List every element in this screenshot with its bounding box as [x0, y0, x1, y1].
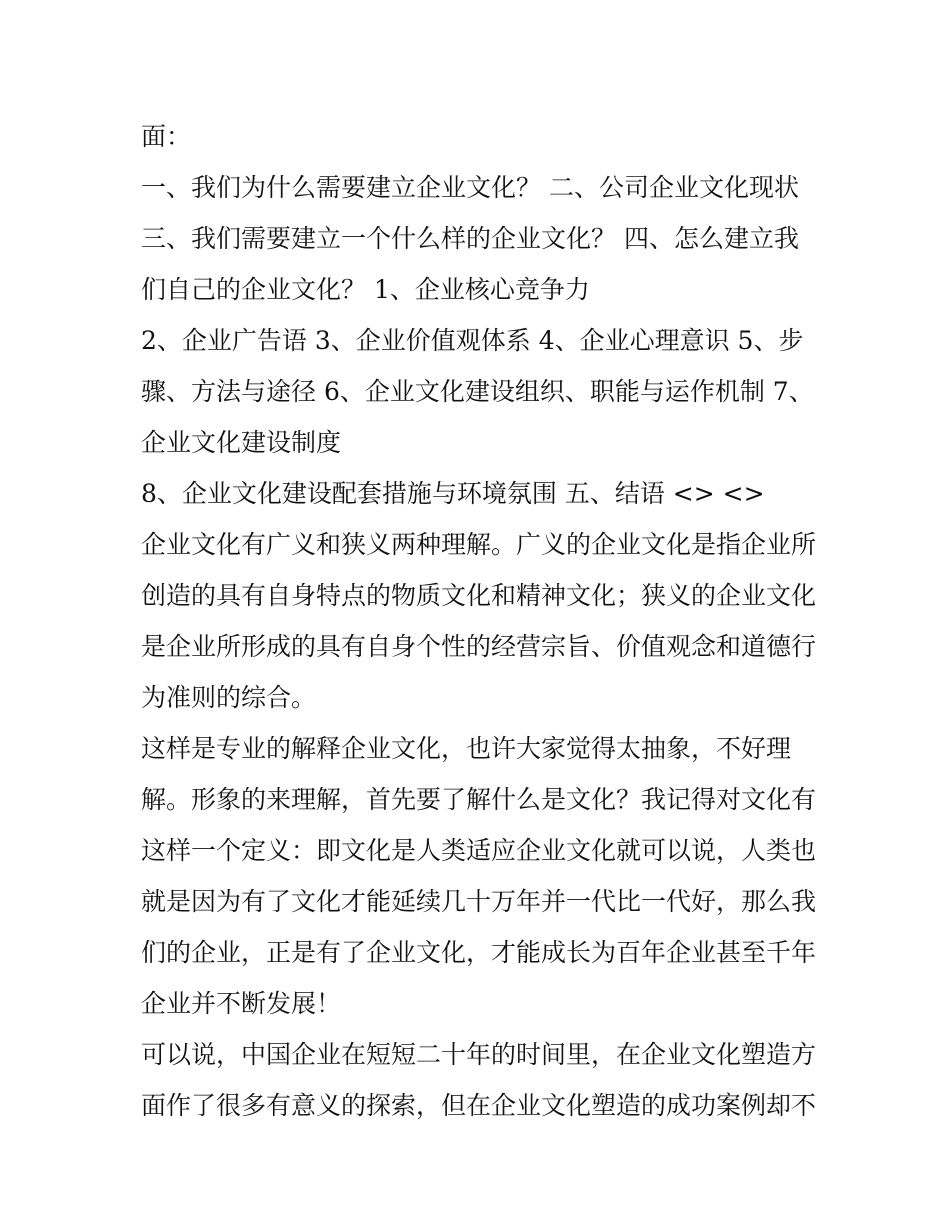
- text-line: 为准则的综合。: [141, 683, 317, 712]
- text-line: 这样是专业的解释企业文化，也许大家觉得太抽象，不好理: [141, 734, 792, 763]
- text-line: 就是因为有了文化才能延续几十万年并一代比一代好，那么我: [141, 887, 817, 916]
- text-line: 这样一个定义：即文化是人类适应企业文化就可以说，人类也: [141, 836, 817, 865]
- text-line: 是企业所形成的具有自身个性的经营宗旨、价值观念和道德行: [141, 632, 817, 661]
- text-line: 三、我们需要建立一个什么样的企业文化？ 四、怎么建立我: [141, 224, 799, 253]
- text-line: 们的企业，正是有了企业文化，才能成长为百年企业甚至千年: [141, 938, 817, 967]
- text-line: 骤、方法与途径 6、企业文化建设组织、职能与运作机制 7、: [141, 377, 814, 406]
- text-line: 2、企业广告语 3、企业价值观体系 4、企业心理意识 5、步: [141, 326, 804, 355]
- text-line: 们自己的企业文化？ 1、企业核心竞争力: [141, 275, 590, 304]
- text-line: 企业并不断发展！: [141, 989, 342, 1018]
- text-line: 8、企业文化建设配套措施与环境氛围 五、结语 <> <>: [141, 479, 765, 508]
- document-body: [141, 111, 821, 1131]
- text-line: 企业文化有广义和狭义两种理解。广义的企业文化是指企业所: [141, 530, 817, 559]
- text-line: 面：: [141, 122, 192, 151]
- text-line: 解。形象的来理解，首先要了解什么是文化？我记得对文化有: [141, 785, 817, 814]
- text-line: 创造的具有自身特点的物质文化和精神文化；狭义的企业文化: [141, 581, 817, 610]
- text-line: 可以说，中国企业在短短二十年的时间里，在企业文化塑造方: [141, 1040, 817, 1069]
- text-line: 企业文化建设制度: [141, 428, 342, 457]
- text-line: 一、我们为什么需要建立企业文化？ 二、公司企业文化现状: [141, 173, 799, 202]
- text-line: 面作了很多有意义的探索，但在企业文化塑造的成功案例却不: [141, 1091, 817, 1120]
